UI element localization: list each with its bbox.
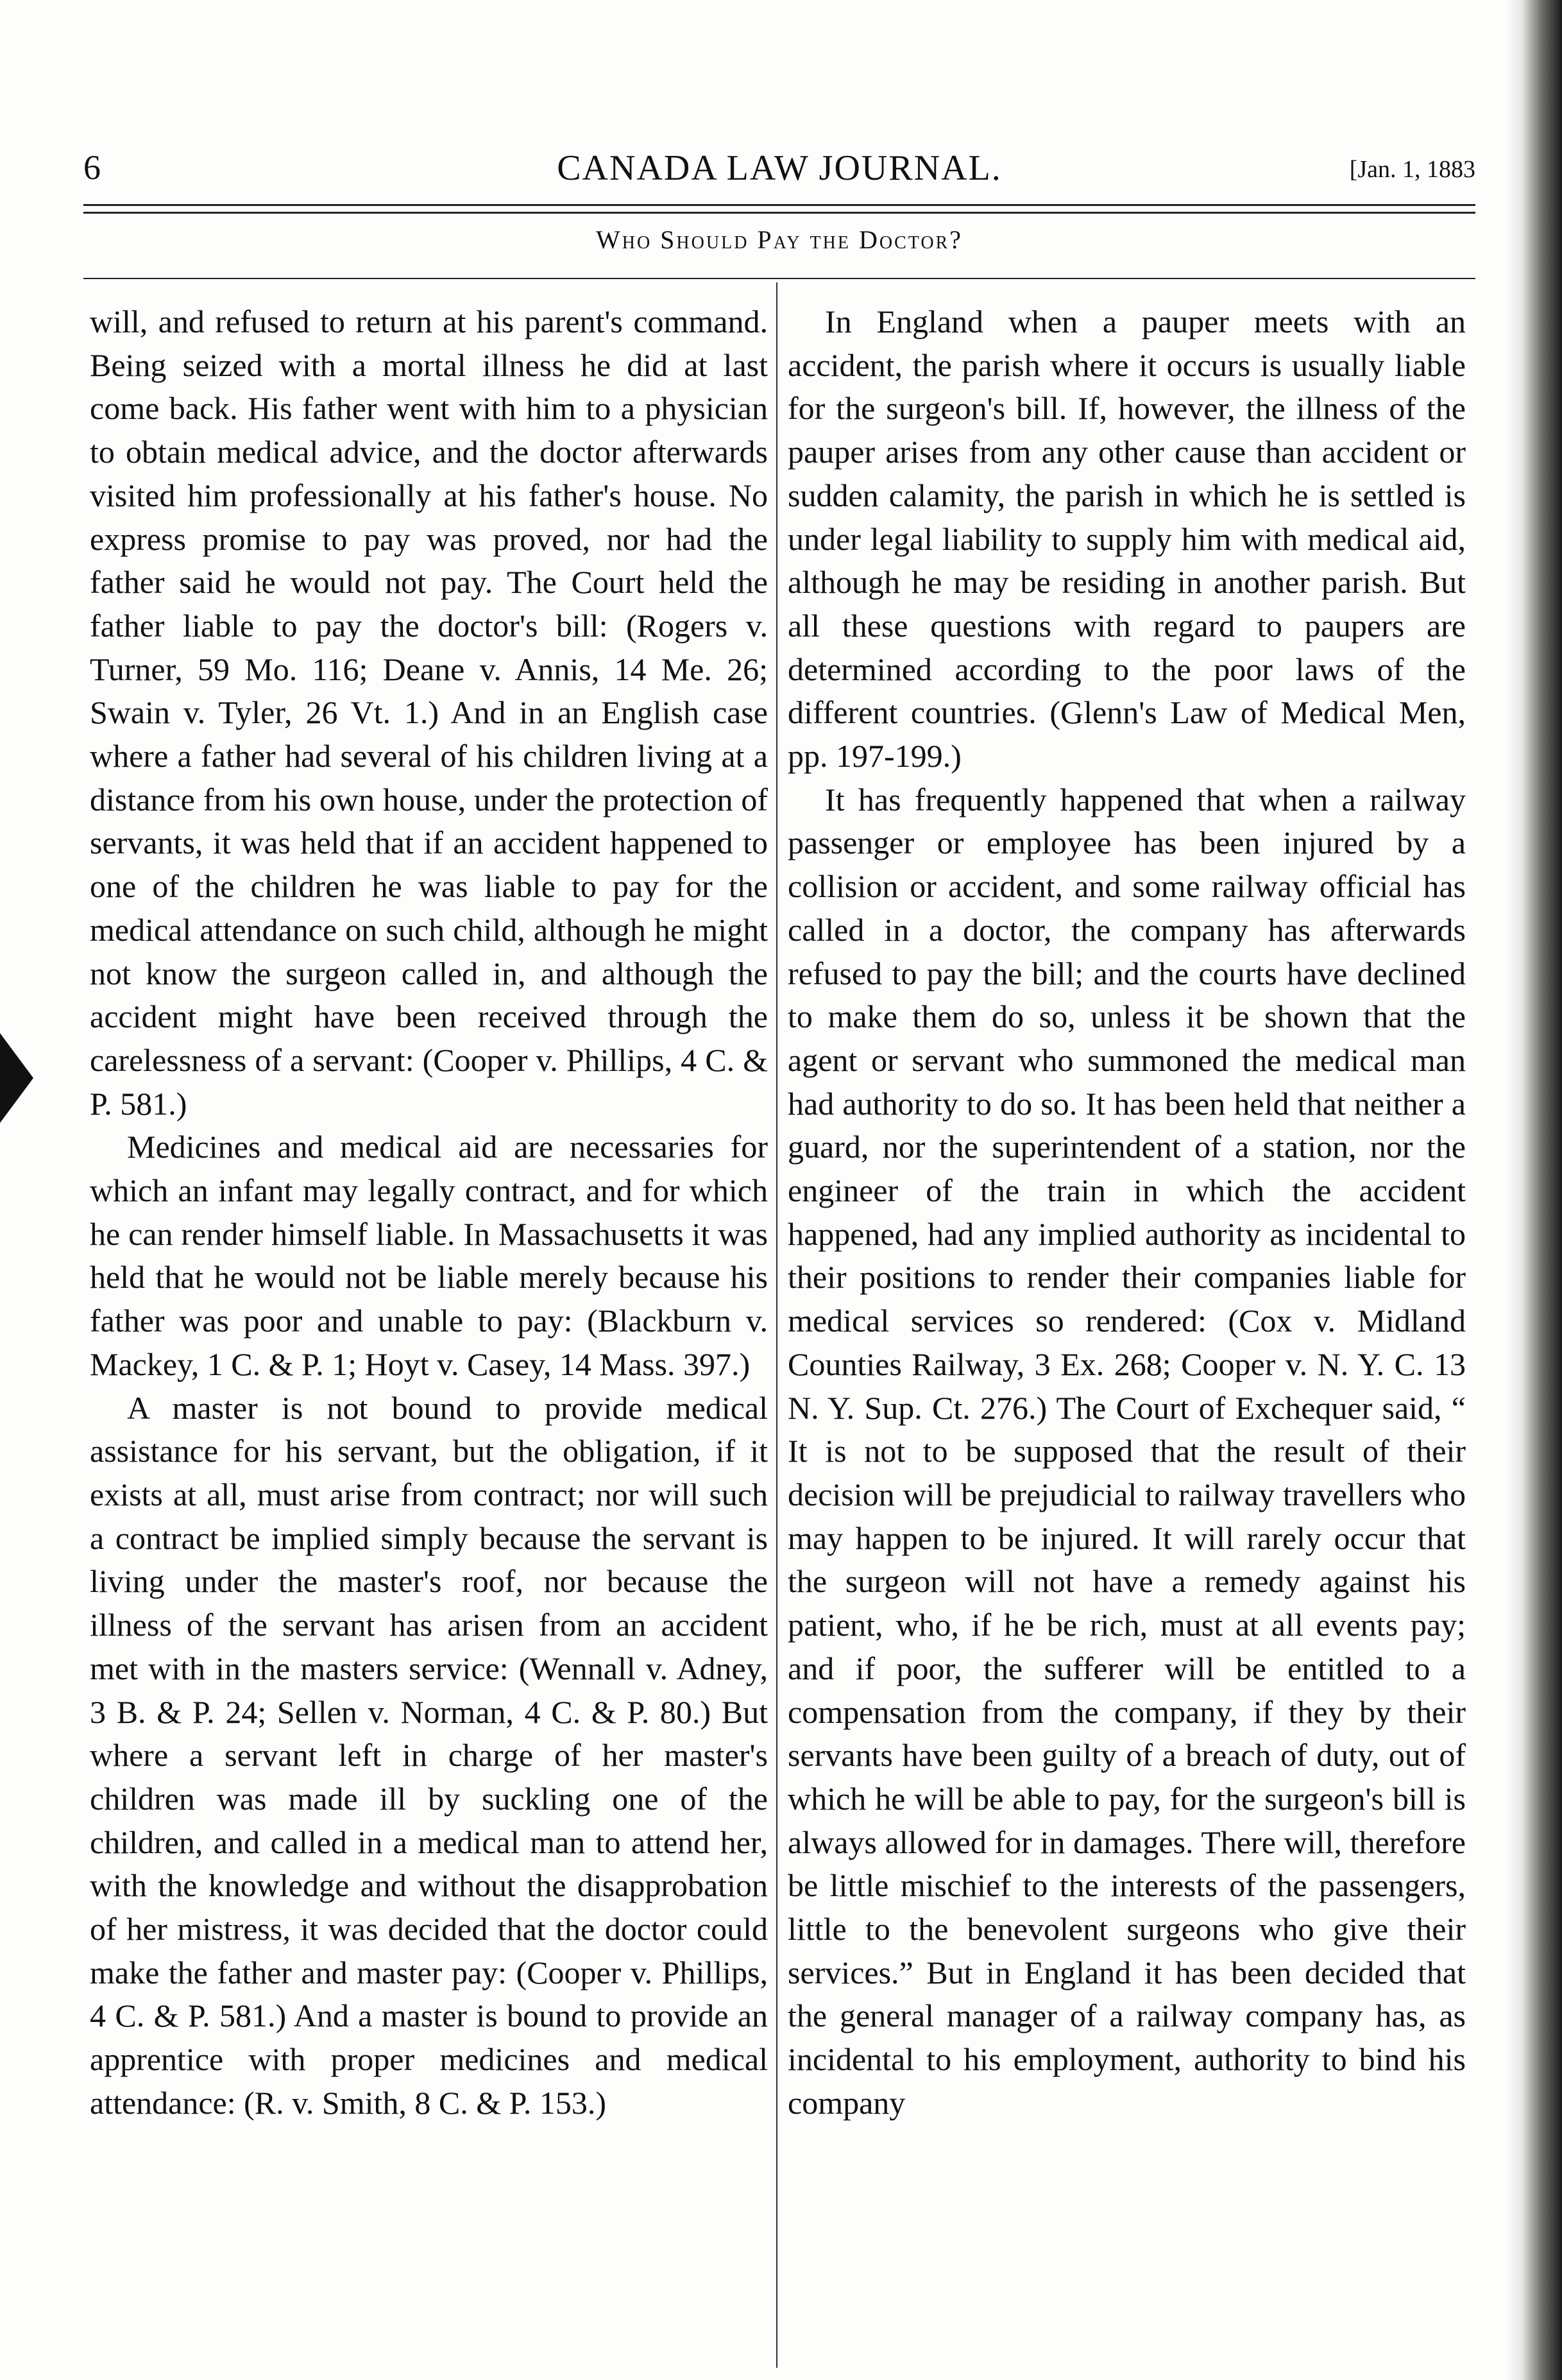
binding-edge-shadow: [1504, 0, 1562, 2380]
header-rule-lower: [83, 212, 1475, 214]
header-rule-upper: [83, 204, 1475, 206]
journal-title: CANADA LAW JOURNAL.: [557, 148, 1002, 188]
punch-hole-mark: [0, 1033, 33, 1123]
section-title: Who Should Pay the Doctor?: [595, 225, 963, 254]
column-divider: [776, 282, 777, 2368]
section-rule: [83, 278, 1475, 279]
page-number: 6: [83, 148, 101, 187]
left-column: [90, 300, 768, 2125]
right-paragraph-1: In England when a pauper meets with an accident, the parish where it occurs is usually liable for the surgeon's bill. If, however, the illness of the pauper arises from any other cause than accident or sudden calamity, the parish in which he is settled is under legal liability to supply him with medical aid, although he may be residing in another parish. But all these questions with regard to paupers are determined according to the poor laws of the different countries. (Glenn's Law of Medical Men, pp. 197-199.): [788, 304, 1466, 775]
running-header: [83, 148, 1475, 199]
left-paragraph-1: will, and refused to return at his parent's command. Being seized with a mortal illness he did at last come back. His father went with him to a physician to obtain medical advice, and the doctor afterwards visited him professionally at his father's house. No express promise to pay was proved, nor had the father said he would not pay. The Court held the father liable to pay the doctor's bill: (Rogers v. Turner, 59 Mo. 116; Deane v. Annis, 14 Me. 26; Swain v. Tyler, 26 Vt. 1.) And in an English case where a father had several of his children living at a distance from his own house, under the protection of servants, it was held that if an accident happened to one of the children he was liable to pay for the medical attendance on such child, although he might not know the surgeon called in, and although the accident might have been received through the carelessness of a servant: (Cooper v. Phillips, 4 C. & P. 581.): [90, 304, 768, 1122]
left-paragraph-3: A master is not bound to provide medical assistance for his servant, but the obligation, if it exists at all, must arise from contract; nor will such a contract be implied simply because the servant is living under the master's roof, nor because the illness of the servant has arisen from an accident met with in the masters service: (Wennall v. Adney, 3 B. & P. 24; Sellen v. Norman, 4 C. & P. 80.) But where a servant left in charge of her master's children was made ill by suckling one of the children, and called in a medical man to attend her, with the knowledge and without the disapprobation of her mistress, it was decided that the doctor could make the father and master pay: (Cooper v. Phillips, 4 C. & P. 581.) And a master is bound to provide an apprentice with proper medicines and medical attendance: (R. v. Smith, 8 C. & P. 153.): [90, 1389, 768, 2121]
issue-date: [Jan. 1, 1883: [1349, 156, 1475, 183]
right-column: [788, 300, 1466, 2125]
left-paragraph-2: Medicines and medical aid are necessaries for which an infant may legally contract, and for which he can render himself liable. In Massachusetts it was held that he would not be liable merely because his father was poor and unable to pay: (Blackburn v. Mackey, 1 C. & P. 1; Hoyt v. Casey, 14 Mass. 397.): [90, 1129, 768, 1382]
right-paragraph-2: It has frequently happened that when a railway passenger or employee has been injured by a collision or accident, and some railway official has called in a doctor, the company has afterwards refused to pay the bill; and the courts have declined to make them do so, unless it be shown that the agent or servant who summoned the medical man had authority to do so. It has been held that neither a guard, nor the superintendent of a station, nor the engineer of the train in which the accident happened, had any implied authority as incidental to their positions to render their companies liable for medical services so rendered: (Cox v. Midland Counties Railway, 3 Ex. 268; Cooper v. N. Y. C. 13 N. Y. Sup. Ct. 276.) The Court of Exchequer said, “ It is not to be supposed that the result of their decision will be prejudicial to railway travellers who may happen to be injured. It will rarely occur that the surgeon will not have a remedy against his patient, who, if he be rich, must at all events pay; and if poor, the sufferer will be entitled to a compensation from the company, if they by their servants have been guilty of a breach of duty, out of which he will be able to pay, for the surgeon's bill is always allowed for in damages. There will, therefore be little mischief to the interests of the passengers, little to the benevolent surgeons who give their services.” But in England it has been decided that the general manager of a railway company has, as incidental to his employment, authority to bind his company: [788, 781, 1466, 2121]
